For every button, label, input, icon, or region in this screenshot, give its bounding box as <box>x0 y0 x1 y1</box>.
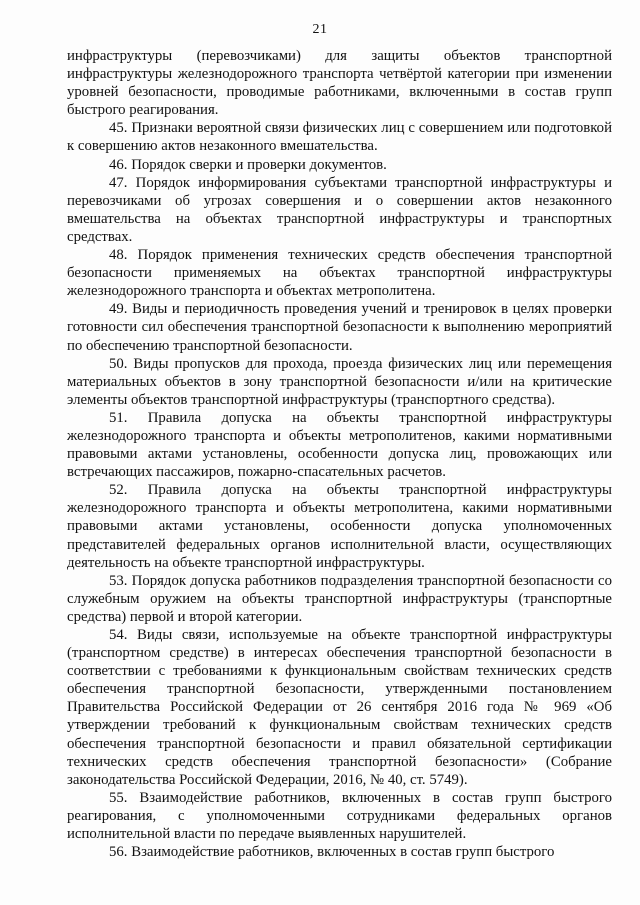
document-body <box>67 47 612 861</box>
paragraph-47: 47. Порядок информирования субъектами транспортной инфраструктуры и перевозчиками об угрозах совершения и о совершении актов незаконного вмешательства на объектах транспортной инфраструктуры и транспортных средствах. <box>67 174 612 245</box>
paragraph-54: 54. Виды связи, используемые на объекте транспортной инфраструктуры (транспортном средстве) в интересах обеспечения транспортной безопасности в соответствии с требованиями к функциональным свойствам технических средств обеспечения транспортной безопасности, утвержденными постановлением Правительства Российской Федерации от 26 сентября 2016 года № 969 «Об утверждении требований к функциональным свойствам технических средств обеспечения транспортной безопасности и правил обязательной сертификации технических средств обеспечения транспортной безопасности» (Собрание законодательства Российской Федерации, 2016, № 40, ст. 5749). <box>67 627 612 788</box>
page-number: 21 <box>312 22 328 37</box>
paragraph-55: 55. Взаимодействие работников, включенных в состав групп быстрого реагирования, с уполномоченными сотрудниками федеральных органов исполнительной власти по передаче выявленных нарушителей. <box>67 789 612 843</box>
paragraph-48: 48. Порядок применения технических средств обеспечения транспортной безопасности применяемых на объектах транспортной инфраструктуры железнодорожного транспорта и объектах метрополитена. <box>67 247 612 300</box>
paragraph-53: 53. Порядок допуска работников подразделения транспортной безопасности со служебным оружием на объекты транспортной инфраструктуры (транспортные средства) первой и второй категории. <box>67 572 612 625</box>
paragraph-45: 45. Признаки вероятной связи физических лиц с совершением или подготовкой к совершению актов незаконного вмешательства. <box>67 120 612 155</box>
paragraph-46: 46. Порядок сверки и проверки документов. <box>109 156 387 173</box>
paragraph-44-continuation: инфраструктуры (перевозчиками) для защиты объектов транспортной инфраструктуры железнодорожного транспорта четвёртой категории при изменении уровней безопасности, проводимые работниками, включенными в состав групп быстрого реагирования. <box>67 48 612 119</box>
paragraph-49: 49. Виды и периодичность проведения учений и тренировок в целях проверки готовности сил обеспечения транспортной безопасности к выполнению мероприятий по обеспечению транспортной безопасности. <box>67 301 612 354</box>
paragraph-51: 51. Правила допуска на объекты транспортной инфраструктуры железнодорожного транспорта и объекты метрополитенов, какими нормативными правовыми актами установлены, особенности допуска лиц, провожающих или встречающих пассажиров, пожарно-спасательных расчетов. <box>67 409 612 481</box>
paragraph-52: 52. Правила допуска на объекты транспортной инфраструктуры железнодорожного транспорта и объекты метрополитена, какими нормативными правовыми актами установлены, особенности допуска уполномоченных представителей федеральных органов исполнительной власти, осуществляющих деятельность на объекте транспортной инфраструктуры. <box>67 482 612 571</box>
paragraph-50: 50. Виды пропусков для прохода, проезда физических лиц или перемещения материальных объектов в зону транспортной безопасности и/или на критические элементы объектов транспортной инфраструктуры (транспортного средства). <box>67 355 612 408</box>
paragraph-56: 56. Взаимодействие работников, включенных в состав групп быстрого <box>109 844 555 861</box>
